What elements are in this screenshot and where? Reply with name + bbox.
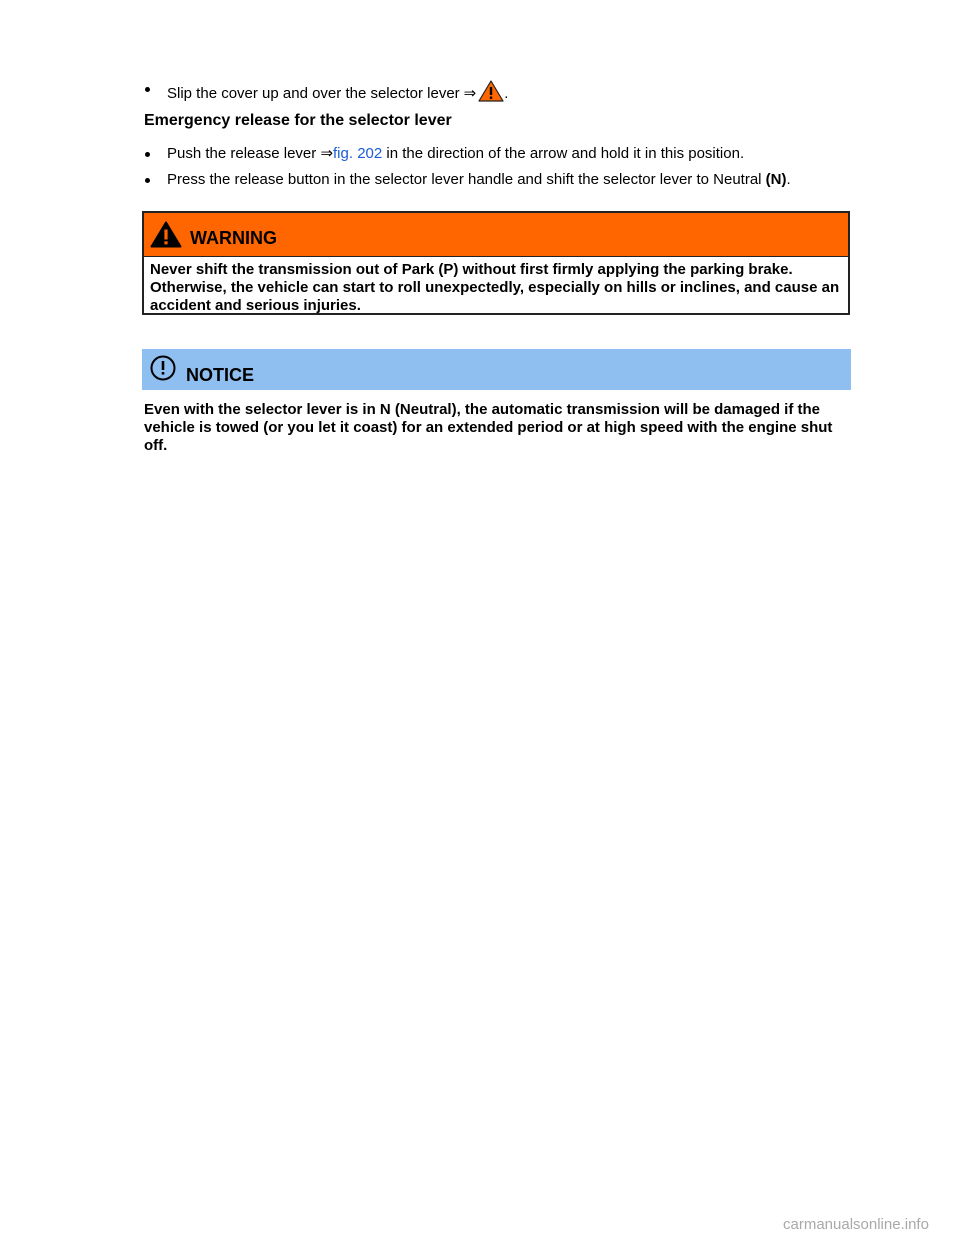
warning-text: Never shift the transmission out of Park (P) without first firmly applying the parking brake. Otherwise, the vehicle can start to roll unexpectedly, especially on hills or inclines, and cause an accident and serious injuries.: [150, 261, 840, 314]
bullet-tail: in the direction of the arrow and hold it in this position.: [386, 145, 745, 162]
warning-triangle-icon[interactable]: [478, 80, 504, 107]
bullet-label: Slip the cover up and over the selector lever: [167, 85, 460, 102]
bullet-text: [167, 145, 744, 163]
bullet-dot: [145, 87, 150, 92]
reference-arrow: ⇒: [463, 85, 477, 102]
bullet-dot: [145, 152, 150, 157]
warning-box: [142, 211, 850, 315]
exclamation-circle-icon: [150, 355, 176, 386]
bullet-tail: .: [786, 171, 791, 188]
bullet-label: Push the release lever: [167, 145, 317, 162]
notice-text: Even with the selector lever is in N (Neutral), the automatic transmission will be damaged if the vehicle is towed (or you let it coast) for an extended period or at high speed with the engine shut off.: [144, 401, 833, 454]
bullet-text: [167, 171, 791, 189]
bullet-dot: [145, 178, 150, 183]
warning-title: WARNING: [190, 228, 277, 248]
warning-triangle-icon: [150, 221, 182, 253]
watermark: carmanualsonline.info: [783, 1216, 929, 1233]
bullet-tail: .: [504, 85, 509, 102]
warning-header: [144, 213, 848, 257]
figure-link[interactable]: fig. 202: [333, 145, 383, 162]
notice-title: NOTICE: [186, 365, 255, 385]
section-heading: Emergency release for the selector lever: [144, 112, 452, 129]
reference-arrow: ⇒: [320, 145, 334, 162]
bullet-label: Press the release button in the selector lever handle and shift the selector lever to Neutral: [167, 171, 762, 188]
neutral-position-label: (N): [765, 171, 787, 188]
notice-header: [142, 349, 851, 390]
bullet-text: [167, 80, 508, 107]
